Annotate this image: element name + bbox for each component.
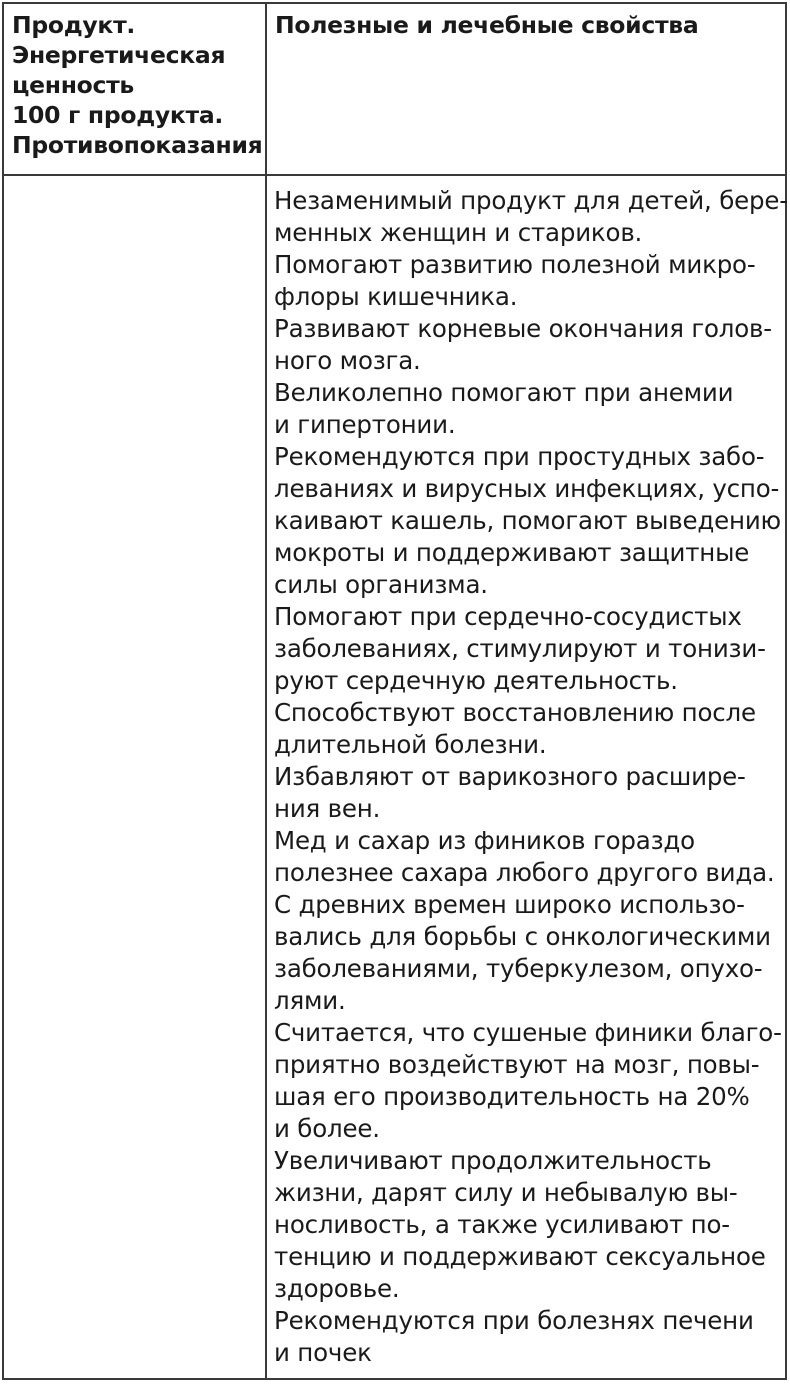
text-line: менных женщин и стариков. [274,218,643,247]
text-line: ного мозга. [274,346,421,375]
text-line: и почек [274,1338,372,1367]
properties-table [2,2,787,1380]
text-line: шая его производительность на 20% [274,1082,750,1111]
header-product-line: Продукт. [12,11,136,39]
header-row [3,3,786,175]
text-line: силы организма. [274,570,488,599]
text-line: Великолепно помогают при анемии [274,378,734,407]
text-line: и более. [274,1114,380,1143]
text-line: вались для борьбы с онкологическими [274,922,771,951]
text-line: полезнее сахара любого другого вида. [274,858,775,887]
text-line: жизни, дарят силу и небывалую вы- [274,1178,738,1207]
text-line: Избавляют от варикозного расшире- [274,762,746,791]
properties-cell [266,175,786,1379]
header-product-line: ценность [12,71,134,99]
text-line: Рекомендуются при простудных забо- [274,442,765,471]
text-line: тенцию и поддерживают сексуальное [274,1242,766,1271]
text-line: Развивают корневые окончания голов- [274,314,772,343]
text-line: С древних времен широко использо- [274,890,745,919]
text-line: длительной болезни. [274,730,547,759]
text-line: приятно воздействуют на мозг, повы- [274,1050,760,1079]
text-line: заболеваниях, стимулируют и тонизи- [274,634,766,663]
text-line: мокроты и поддерживают защитные [274,538,750,567]
text-line: леваниях и вирусных инфекциях, успо- [274,474,780,503]
text-line: Помогают при сердечно-сосудистых [274,602,742,631]
table-row [3,175,786,1379]
text-line: заболеваниями, туберкулезом, опухо- [274,954,763,983]
text-line: и гипертонии. [274,410,456,439]
text-line: Мед и сахар из фиников гораздо [274,826,695,855]
text-line: Увеличивают продолжительность [274,1146,712,1175]
text-line: флоры кишечника. [274,282,518,311]
text-line: Рекомендуются при болезнях печени [274,1306,754,1335]
text-line: носливость, а также усиливают по- [274,1210,730,1239]
text-line: Незаменимый продукт для детей, бере- [274,186,788,215]
header-product-line: Противопоказания [12,131,263,159]
product-cell [3,175,266,1379]
header-product [3,3,266,175]
header-properties: Полезные и лечебные свойства [266,3,786,175]
text-line: здоровье. [274,1274,400,1303]
text-line: Способствуют восстановлению после [274,698,756,727]
text-line: Помогают развитию полезной микро- [274,250,756,279]
text-line: руют сердечную деятельность. [274,666,678,695]
header-product-line: Энергетическая [12,41,226,69]
text-line: Считается, что сушеные финики благо- [274,1018,782,1047]
text-line: лями. [274,986,346,1015]
text-line: каивают кашель, помогают выведению [274,506,781,535]
header-product-line: 100 г продукта. [12,101,224,129]
text-line: ния вен. [274,794,381,823]
